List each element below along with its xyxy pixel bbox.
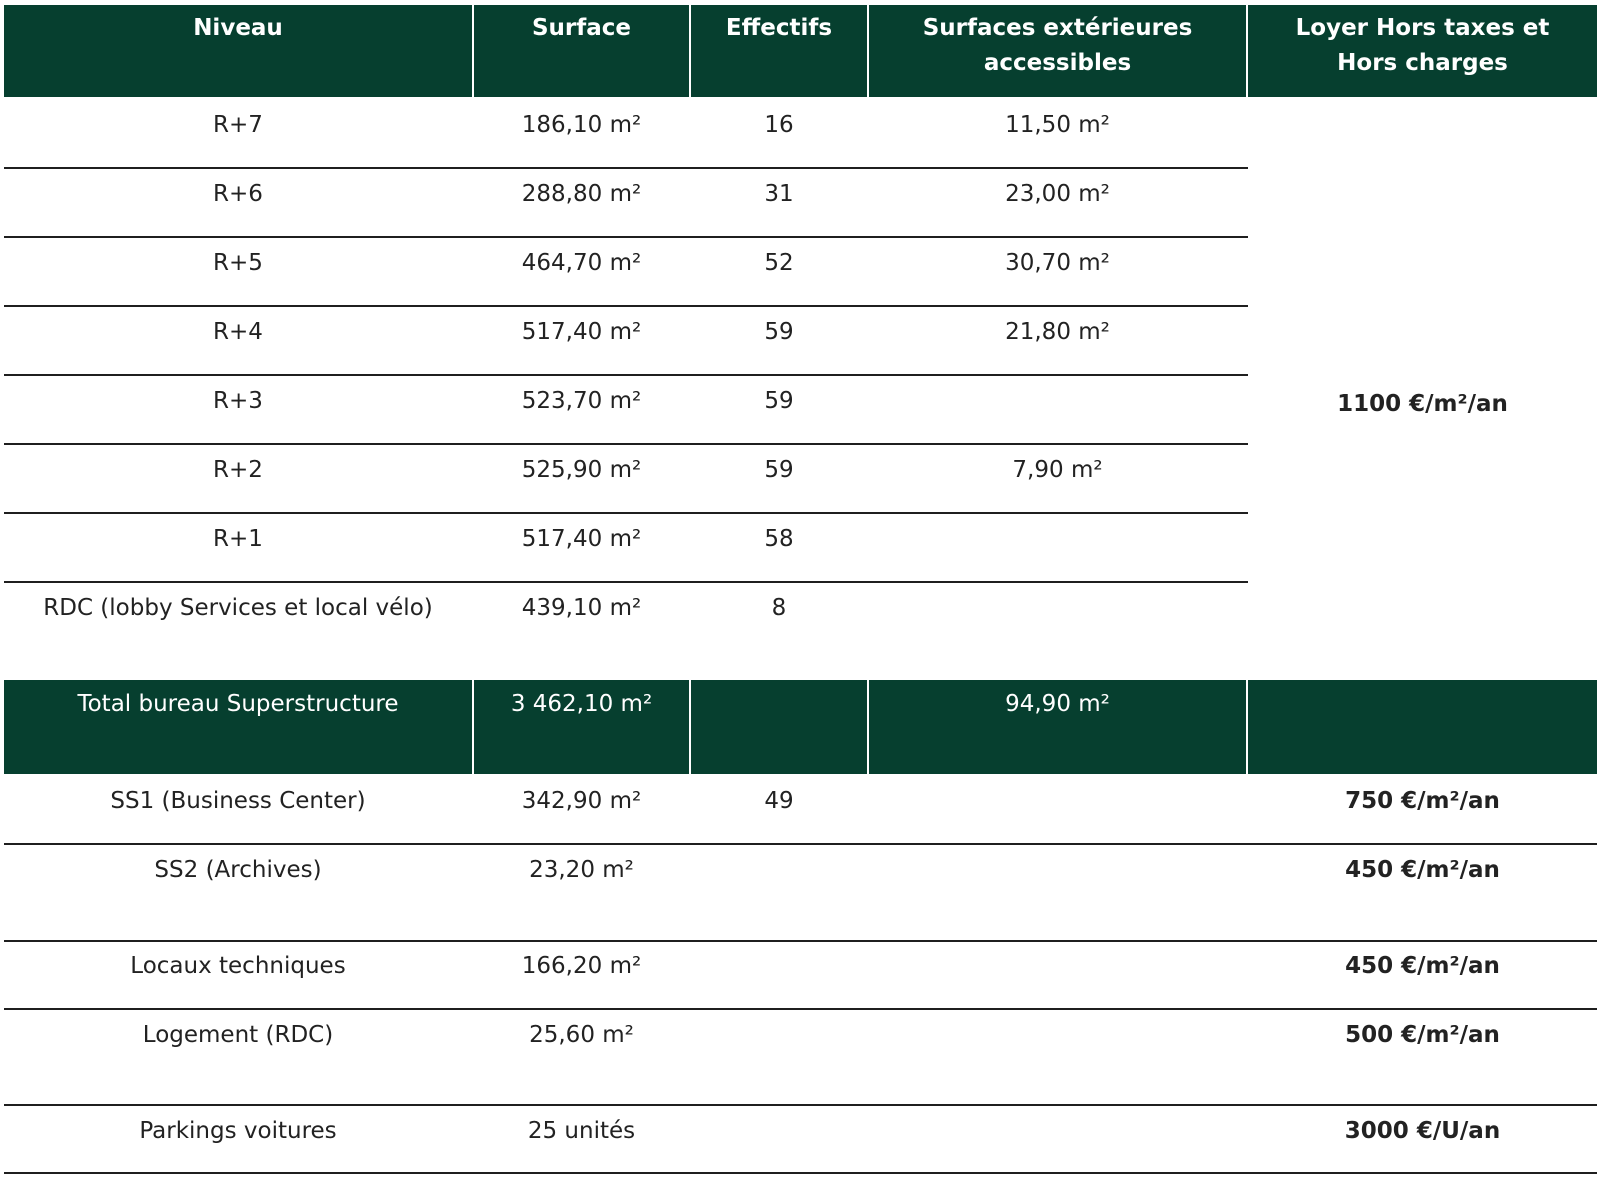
floor-exterieures: 11,50 m²	[1005, 112, 1110, 138]
floor-niveau: R+2	[213, 457, 263, 483]
row-divider	[4, 374, 1248, 376]
floor-surface: 288,80 m²	[521, 181, 642, 207]
floor-niveau: R+6	[213, 181, 263, 207]
other-surface: 25,60 m²	[529, 1022, 634, 1048]
other-surface: 23,20 m²	[529, 857, 634, 883]
floor-niveau: R+1	[213, 526, 263, 552]
floor-niveau: R+4	[213, 319, 263, 345]
floor-effectifs: 52	[764, 250, 794, 276]
floor-surface: 186,10 m²	[521, 112, 642, 138]
header-loyer: Loyer Hors taxes et Hors charges	[1295, 15, 1550, 76]
other-niveau: SS2 (Archives)	[154, 857, 322, 883]
floor-surface: 517,40 m²	[521, 526, 642, 552]
row-divider	[4, 581, 1248, 583]
floor-effectifs: 59	[764, 457, 794, 483]
floor-surface: 439,10 m²	[521, 595, 642, 621]
floor-exterieures: 7,90 m²	[1012, 457, 1103, 483]
other-loyer: 750 €/m²/an	[1345, 788, 1500, 814]
row-divider	[4, 940, 1597, 942]
other-loyer: 450 €/m²/an	[1345, 953, 1500, 979]
floor-exterieures: 23,00 m²	[1005, 181, 1110, 207]
header-effectifs: Effectifs	[725, 15, 833, 41]
other-surface: 25 unités	[527, 1118, 636, 1144]
row-divider	[4, 1008, 1597, 1010]
floor-effectifs: 16	[764, 112, 794, 138]
floor-effectifs: 8	[771, 595, 787, 621]
total-exterieures: 94,90 m²	[1005, 691, 1110, 717]
floor-surface: 464,70 m²	[521, 250, 642, 276]
row-divider	[4, 443, 1248, 445]
row-divider	[4, 1172, 1597, 1174]
row-divider	[4, 167, 1248, 169]
floor-exterieures: 21,80 m²	[1005, 319, 1110, 345]
row-divider	[4, 236, 1248, 238]
floor-niveau: RDC (lobby Services et local vélo)	[43, 595, 433, 621]
floor-surface: 523,70 m²	[521, 388, 642, 414]
row-divider	[4, 843, 1597, 845]
floors-loyer: 1100 €/m²/an	[1337, 391, 1508, 417]
other-niveau: Locaux techniques	[130, 953, 346, 979]
total-label: Total bureau Superstructure	[77, 691, 399, 717]
other-loyer: 3000 €/U/an	[1344, 1118, 1501, 1144]
floor-effectifs: 59	[764, 319, 794, 345]
other-niveau: Parkings voitures	[139, 1118, 337, 1144]
other-niveau: SS1 (Business Center)	[110, 788, 366, 814]
other-niveau: Logement (RDC)	[142, 1022, 334, 1048]
floor-surface: 517,40 m²	[521, 319, 642, 345]
floor-effectifs: 59	[764, 388, 794, 414]
other-surface: 166,20 m²	[521, 953, 642, 979]
row-divider	[4, 305, 1248, 307]
other-surface: 342,90 m²	[521, 788, 642, 814]
total-cell-loyer	[1248, 680, 1597, 774]
other-effectifs: 49	[764, 788, 794, 814]
floor-niveau: R+3	[213, 388, 263, 414]
floor-surface: 525,90 m²	[521, 457, 642, 483]
total-cell-effectifs	[691, 680, 867, 774]
header-exterieures: Surfaces extérieures accessibles	[922, 15, 1193, 76]
other-loyer: 500 €/m²/an	[1345, 1022, 1500, 1048]
floor-exterieures: 30,70 m²	[1005, 250, 1110, 276]
total-surface: 3 462,10 m²	[510, 691, 653, 717]
header-surface: Surface	[531, 15, 632, 41]
row-divider	[4, 512, 1248, 514]
floor-niveau: R+5	[213, 250, 263, 276]
floor-effectifs: 58	[764, 526, 794, 552]
row-divider	[4, 1104, 1597, 1106]
floor-niveau: R+7	[213, 112, 263, 138]
header-niveau: Niveau	[193, 15, 283, 41]
floor-effectifs: 31	[764, 181, 794, 207]
other-loyer: 450 €/m²/an	[1345, 857, 1500, 883]
